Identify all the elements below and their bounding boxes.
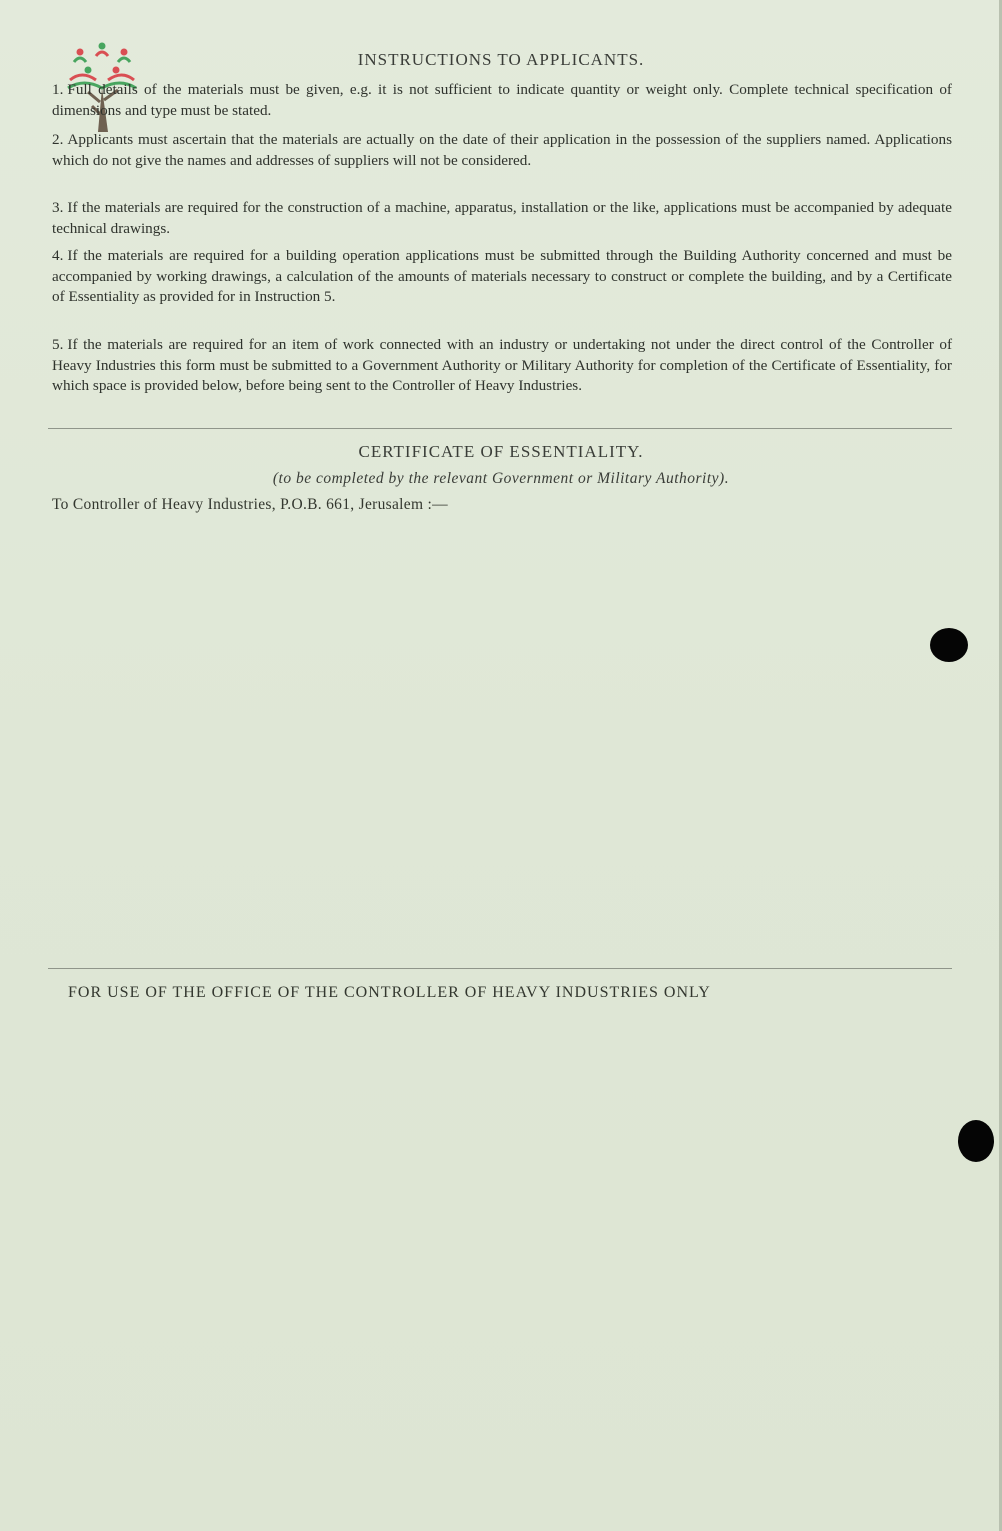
instruction-number: 1. <box>52 81 64 98</box>
office-use-label: FOR USE OF THE OFFICE OF THE CONTROLLER OF HEAVY INDUSTRIES ONLY <box>68 984 711 1001</box>
instruction-text: Full details of the materials must be given, e.g. it is not sufficient to indicate quantity or weight only. Complete technical specification of dimensions and type must be stated. <box>52 81 952 119</box>
section-divider <box>48 428 952 429</box>
instruction-item-3 <box>52 198 952 239</box>
instruction-item-4 <box>52 246 952 308</box>
instruction-number: 2. <box>52 131 64 148</box>
instruction-number: 5. <box>52 336 64 353</box>
section-divider <box>48 968 952 969</box>
instruction-text: If the materials are required for the construction of a machine, apparatus, installation or the like, applications must be accompanied by adequate technical drawings. <box>52 199 952 237</box>
punch-hole <box>930 628 968 662</box>
instruction-text: If the materials are required for a building operation applications must be submitted through the Building Authority concerned and must be accompanied by working drawings, a calculation of the amounts of materials necessary to construct or complete the building, and by a Certificate of Essentiality as provided for in Instruction 5. <box>52 247 952 305</box>
instruction-number: 3. <box>52 199 64 216</box>
instruction-item-5 <box>52 335 952 397</box>
instruction-text: Applicants must ascertain that the materials are actually on the date of their application in the possession of the suppliers named. Applications which do not give the names and addresses of suppliers will not be considered. <box>52 131 952 169</box>
instruction-item-1 <box>52 80 952 121</box>
certificate-addressee: To Controller of Heavy Industries, P.O.B. 661, Jerusalem :— <box>52 496 448 513</box>
certificate-subtitle: (to be completed by the relevant Government or Military Authority). <box>272 470 730 487</box>
certificate-heading: CERTIFICATE OF ESSENTIALITY. <box>358 442 644 461</box>
punch-hole <box>958 1120 994 1162</box>
instruction-item-2 <box>52 130 952 171</box>
instruction-text: If the materials are required for an item of work connected with an industry or undertaking not under the direct control of the Controller of Heavy Industries this form must be submitted to a Government Authority or Military Authority for completion of the Certificate of Essentiality, for which space is provided below, before being sent to the Controller of Heavy Industries. <box>52 336 952 394</box>
instruction-number: 4. <box>52 247 64 264</box>
instructions-heading: INSTRUCTIONS TO APPLICANTS. <box>357 50 645 69</box>
